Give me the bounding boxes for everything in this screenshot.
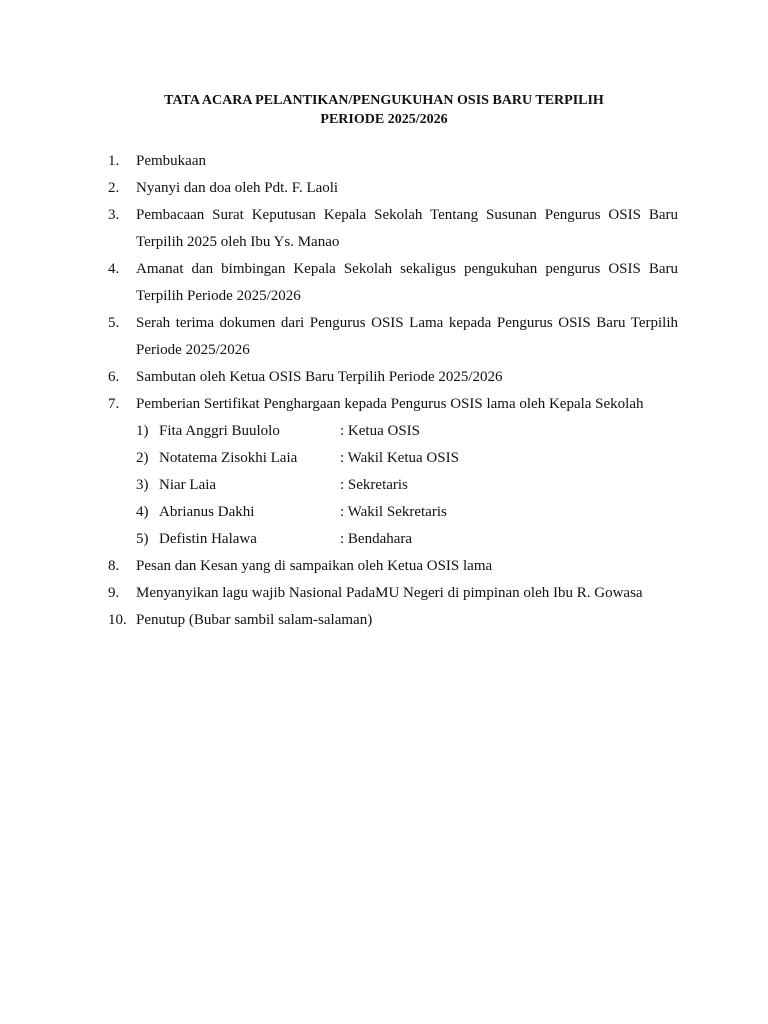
recipient-number: 5)	[136, 531, 149, 547]
agenda-item-text: Menyanyikan lagu wajib Nasional PadaMU Negeri di pimpinan oleh Ibu R. Gowasa	[136, 585, 643, 601]
recipient-item	[136, 445, 678, 472]
agenda-item	[108, 148, 678, 175]
agenda-item	[108, 364, 678, 391]
agenda-item-number: 7.	[108, 396, 120, 412]
agenda-item-text: Pesan dan Kesan yang di sampaikan oleh Ketua OSIS lama	[136, 558, 493, 574]
agenda-item	[108, 175, 678, 202]
agenda-item-number: 6.	[108, 369, 120, 385]
agenda-item	[108, 553, 678, 580]
agenda-item-text: Pemberian Sertifikat Penghargaan kepada Pengurus OSIS lama oleh Kepala Sekolah	[136, 396, 644, 412]
agenda-item-number: 8.	[108, 558, 120, 574]
agenda-item-text: Amanat dan bimbingan Kepala Sekolah sekaligus pengukuhan pengurus OSIS Baru Terpilih Periode 2025/2026	[136, 261, 678, 304]
recipient-role: : Wakil Ketua OSIS	[340, 450, 459, 466]
agenda-item-number: 4.	[108, 261, 120, 277]
recipient-role: : Wakil Sekretaris	[340, 504, 447, 520]
recipient-name: Niar Laia	[159, 477, 217, 493]
agenda-item-text: Pembacaan Surat Keputusan Kepala Sekolah Tentang Susunan Pengurus OSIS Baru Terpilih 2025 oleh Ibu Ys. Manao	[136, 207, 678, 250]
agenda-item-number: 1.	[108, 153, 120, 169]
recipient-number: 2)	[136, 450, 149, 466]
document-title: TATA ACARA PELANTIKAN/PENGUKUHAN OSIS BARU TERPILIH	[164, 93, 604, 108]
agenda-list	[108, 148, 678, 634]
recipient-name: Abrianus Dakhi	[159, 504, 255, 520]
agenda-item-text: Nyanyi dan doa oleh Pdt. F. Laoli	[136, 180, 339, 196]
recipient-item	[136, 472, 678, 499]
agenda-item	[108, 202, 678, 256]
recipient-role: : Sekretaris	[340, 477, 408, 493]
agenda-item	[108, 607, 678, 634]
agenda-item-number: 3.	[108, 207, 120, 223]
recipient-number: 1)	[136, 423, 149, 439]
recipient-name: Defistin Halawa	[159, 531, 257, 547]
recipient-item	[136, 526, 678, 553]
recipient-role: : Ketua OSIS	[340, 423, 420, 439]
recipient-number: 4)	[136, 504, 149, 520]
agenda-item	[108, 256, 678, 310]
recipient-role: : Bendahara	[340, 531, 413, 547]
agenda-item-number: 5.	[108, 315, 120, 331]
agenda-item	[108, 310, 678, 364]
recipient-name: Notatema Zisokhi Laia	[159, 450, 298, 466]
agenda-item-text: Pembukaan	[136, 153, 206, 169]
recipient-list	[136, 418, 678, 553]
agenda-item	[108, 580, 678, 607]
agenda-item-number: 2.	[108, 180, 120, 196]
agenda-item-text: Penutup (Bubar sambil salam-salaman)	[136, 612, 373, 628]
recipient-number: 3)	[136, 477, 149, 493]
agenda-item-number: 10.	[108, 612, 127, 628]
recipient-name: Fita Anggri Buulolo	[159, 423, 280, 439]
recipient-item	[136, 418, 678, 445]
agenda-item-text: Serah terima dokumen dari Pengurus OSIS Lama kepada Pengurus OSIS Baru Terpilih Periode 2025/2026	[136, 315, 678, 358]
agenda-item-text: Sambutan oleh Ketua OSIS Baru Terpilih Periode 2025/2026	[136, 369, 503, 385]
agenda-item-number: 9.	[108, 585, 120, 601]
document-subtitle: PERIODE 2025/2026	[320, 112, 448, 127]
recipient-item	[136, 499, 678, 526]
agenda-item	[108, 391, 678, 553]
